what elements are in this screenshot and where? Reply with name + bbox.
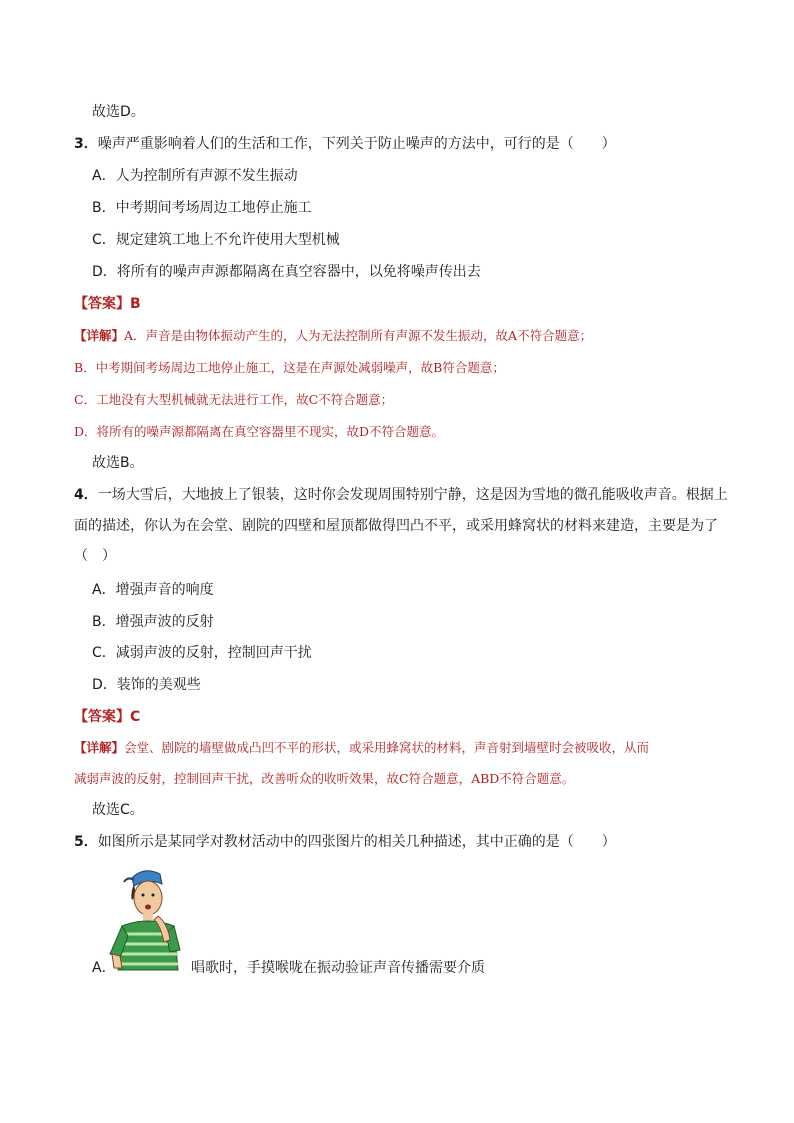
- q5-option-a-text: 唱歌时，手摸喉咙在振动验证声音传播需要介质: [191, 960, 485, 976]
- question-4-line-3: （ ）: [74, 548, 116, 564]
- answer-value: B: [130, 296, 141, 312]
- q4-option-d: D．装饰的美观些: [92, 677, 201, 693]
- q4-option-c: C．减弱声波的反射，控制回声干扰: [92, 645, 312, 661]
- question-4-stem: 一场大雪后，大地披上了银装，这时你会发现周围特别宁静，这是因为雪地的微孔能吸收声音。根据上: [97, 487, 728, 503]
- q4-explanation-2: 减弱声波的反射，控制回声干扰，改善听众的收听效果，故C符合题意，ABD不符合题意。: [74, 771, 575, 786]
- question-4-line-1: [74, 485, 728, 505]
- explanation-text: 会堂、剧院的墙壁做成凸凹不平的形状，或采用蜂窝状的材料，声音射到墙壁时会被吸收，从而: [124, 740, 650, 755]
- select-line-q4: 故选C。: [92, 802, 144, 818]
- q3-option-b: B．中考期间考场周边工地停止施工: [92, 200, 312, 216]
- explanation-label: 【详解】: [74, 740, 125, 755]
- q4-option-a: A．增强声音的响度: [92, 582, 214, 598]
- q3-option-c: C．规定建筑工地上不允许使用大型机械: [92, 232, 340, 248]
- q3-answer: [74, 294, 141, 314]
- question-number: 4．: [74, 487, 98, 503]
- question-5: [74, 832, 616, 852]
- q4-explanation-1: [74, 738, 649, 758]
- q3-explanation-3: C．工地没有大型机械就无法进行工作，故C不符合题意；: [74, 392, 394, 407]
- q5-option-a-label: A．: [92, 960, 116, 976]
- boy-figure-svg: [108, 866, 188, 974]
- question-number: 5．: [74, 834, 98, 850]
- question-4-line-2: 面的描述，你认为在会堂、剧院的四壁和屋顶都做得凹凸不平，或采用蜂窝状的材料来建造，主要是为了: [74, 518, 718, 534]
- q3-explanation-4: D．将所有的噪声源都隔离在真空容器里不现实，故D不符合题意。: [74, 424, 445, 439]
- q3-option-d: D．将所有的噪声声源都隔离在真空容器中，以免将噪声传出去: [92, 264, 481, 280]
- answer-label: 【答案】: [74, 709, 130, 725]
- select-line-q3: 故选B。: [92, 455, 144, 471]
- select-line-q2: 故选D。: [92, 104, 145, 120]
- q4-option-b: B．增强声波的反射: [92, 614, 214, 630]
- singing-boy-illustration: [108, 866, 188, 974]
- q3-explanation-1: [74, 326, 592, 346]
- answer-value: C: [130, 709, 141, 725]
- question-5-stem: 如图所示是某同学对教材活动中的四张图片的相关几种描述，其中正确的是（ ）: [97, 834, 616, 850]
- explanation-text: A．声音是由物体振动产生的，人为无法控制所有声源不发生振动，故A不符合题意；: [124, 328, 593, 343]
- question-number: 3．: [74, 136, 98, 152]
- q4-answer: [74, 707, 140, 727]
- question-3-stem: 噪声严重影响着人们的生活和工作，下列关于防止噪声的方法中，可行的是（ ）: [97, 136, 616, 152]
- q3-explanation-2: B．中考期间考场周边工地停止施工，这是在声源处减弱噪声，故B符合题意；: [74, 360, 505, 375]
- q3-option-a: A．人为控制所有声源不发生振动: [92, 168, 298, 184]
- explanation-label: 【详解】: [74, 328, 125, 343]
- question-3: [74, 134, 616, 154]
- answer-label: 【答案】: [74, 296, 130, 312]
